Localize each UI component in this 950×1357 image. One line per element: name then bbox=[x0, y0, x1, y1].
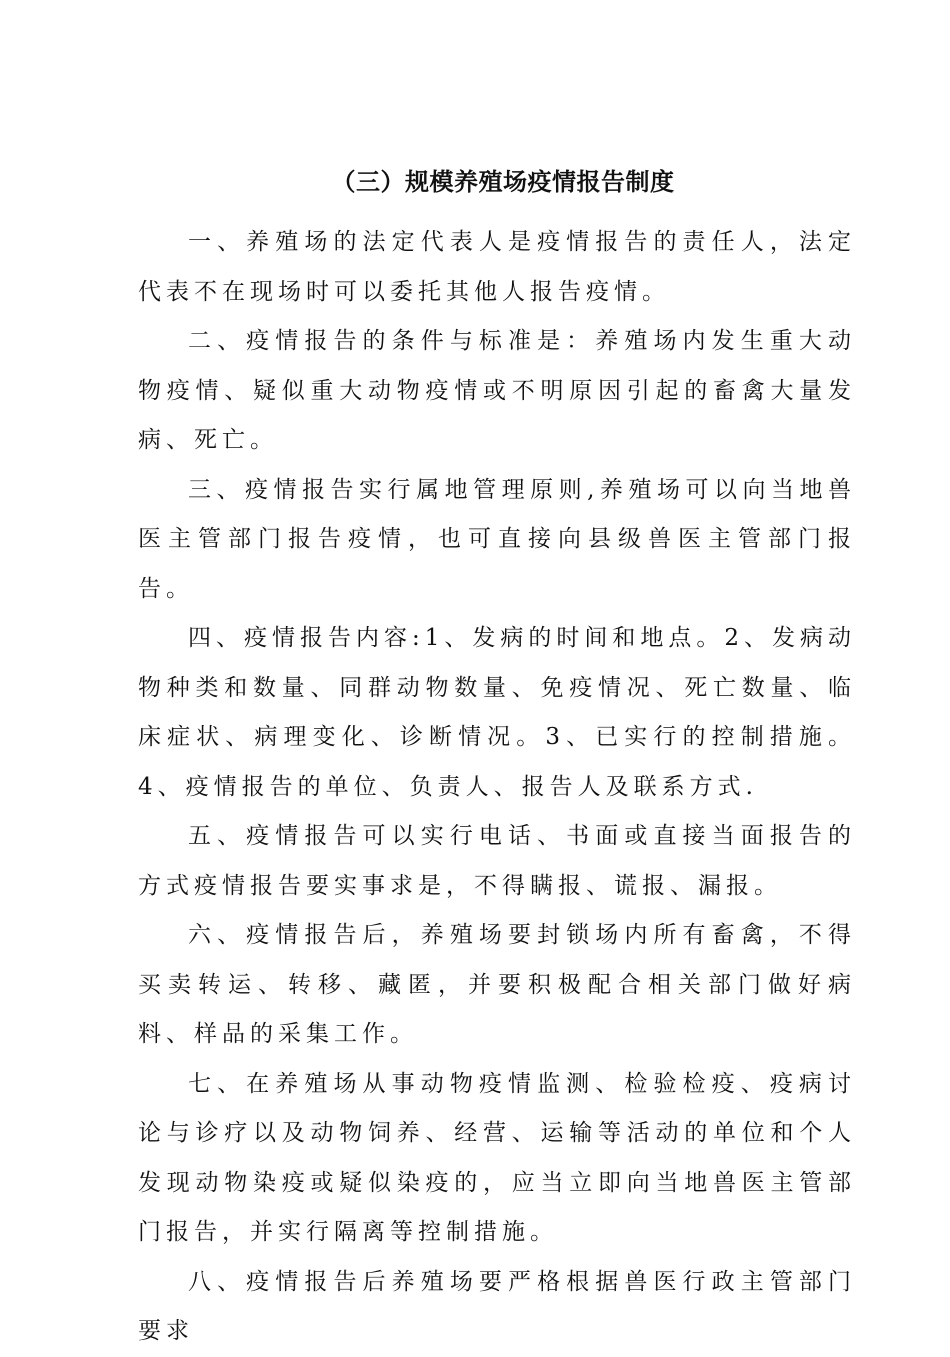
document-body bbox=[138, 218, 856, 1357]
paragraph-3: 三、疫情报告实行属地管理原则,养殖场可以向当地兽医主管部门报告疫情，也可直接向县级兽医主管部门报告。 bbox=[138, 476, 856, 602]
paragraph-5: 五、疫情报告可以实行电话、书面或直接当面报告的方式疫情报告要实事求是，不得瞒报、谎报、漏报。 bbox=[138, 823, 856, 899]
paragraph-6: 六、疫情报告后，养殖场要封锁场内所有畜禽，不得买卖转运、转移、藏匿，并要积极配合相关部门做好病料、样品的采集工作。 bbox=[138, 922, 856, 1047]
document-title: （三）规模养殖场疫情报告制度 bbox=[331, 168, 675, 196]
paragraph-2: 二、疫情报告的条件与标准是：养殖场内发生重大动物疫情、疑似重大动物疫情或不明原因引起的畜禽大量发病、死亡。 bbox=[138, 328, 856, 453]
paragraph-1: 一、养殖场的法定代表人是疫情报告的责任人，法定代表不在现场时可以委托其他人报告疫情。 bbox=[138, 229, 856, 305]
paragraph-7: 七、在养殖场从事动物疫情监测、检验检疫、疫病讨论与诊疗以及动物饲养、经营、运输等活动的单位和个人发现动物染疫或疑似染疫的，应当立即向当地兽医主管部门报告，并实行隔离等控制措施。 bbox=[138, 1070, 856, 1245]
paragraph-4: 四、疫情报告内容:1、发病的时间和地点。2、发病动物种类和数量、同群动物数量、免疫情况、死亡数量、临床症状、病理变化、诊断情况。3、已实行的控制措施。4、疫情报告的单位、负责人、报告人及联系方式. bbox=[138, 625, 857, 800]
paragraph-8: 八、疫情报告后养殖场要严格根据兽医行政主管部门要求 bbox=[138, 1268, 856, 1344]
